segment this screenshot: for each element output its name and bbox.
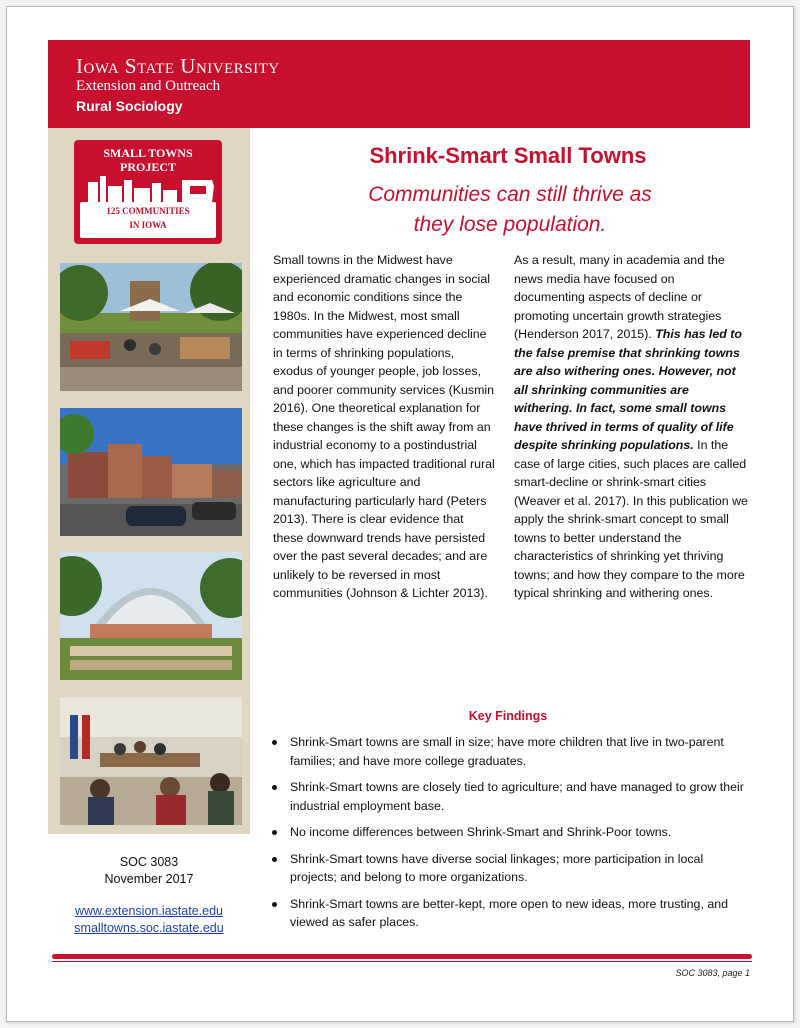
university-name: Iowa State University [76, 54, 280, 78]
publication-info [48, 854, 250, 888]
page-label: SOC 3083, page 1 [675, 968, 750, 978]
col2-emphasis: This has led to the false premise that shrinking towns are also withering ones. However, not all shrinking communities are withering. In fact, some small towns have thrived in terms of quality of life despite shrinking populations. [514, 327, 742, 452]
farmers-market-photo [60, 263, 242, 391]
col2-text-b: In the case of large cities, such places are called smart-decline or shrink-smart cities (Weaver et al. 2017). In this publication we apply the shrink-smart concept to small towns to better understand the characteristics of shrinking yet thriving towns; and how they compare to the more typical shrinking and withering ones. [514, 438, 748, 600]
small-towns-project-logo [74, 140, 222, 244]
community-meeting-photo [60, 697, 242, 825]
col2-text-a: As a result, many in academia and the news media have focused on documenting aspects of decline or promoting uncertain growth strategies (Henderson 2017, 2015). [514, 253, 725, 341]
footer-rule [52, 954, 752, 959]
logo-line-1: SMALL TOWNS [103, 146, 193, 160]
department-name: Rural Sociology [76, 98, 183, 114]
bandshell-photo [60, 552, 242, 680]
footer-rule-thin [52, 961, 752, 962]
logo-line-3: 125 COMMUNITIES [106, 206, 190, 216]
bullet-icon [272, 830, 277, 835]
publication-date: November 2017 [104, 872, 194, 886]
body-column-1: Small towns in the Midwest have experienced dramatic changes in social and economic conditions since the 1980s. In the Midwest, most small communities have experienced decline in terms of shrinking populations, exodus of younger people, job losses, and poorer community services (Kusmin 2016). One theoretical explanation for these changes is the shift away from an industrial economy to a postindustrial one, which has impacted traditional rural sectors like agriculture and manufacturing particularly hard (Peters 2013). There is clear evidence that these downward trends have persisted over the past several decades; and are unlikely to be reversed in most communities (Johnson & Lichter 2013). [273, 253, 495, 600]
key-finding-item: Shrink-Smart towns are small in size; have more children that live in two-parent families; and have more college graduates. [268, 733, 750, 770]
publication-code: SOC 3083 [119, 855, 179, 869]
smalltowns-link[interactable]: smalltowns.soc.iastate.edu [74, 921, 224, 935]
subtitle-line-2: they lose population. [413, 213, 607, 236]
extension-link[interactable]: www.extension.iastate.edu [74, 904, 223, 918]
subtitle-line-1: Communities can still thrive as [368, 183, 652, 206]
key-findings-title: Key Findings [468, 709, 548, 723]
bullet-icon [272, 857, 277, 862]
bullet-icon [272, 785, 277, 790]
document-title: Shrink-Smart Small Towns [369, 143, 647, 168]
town-skyline-icon [74, 172, 222, 204]
unit-name: Extension and Outreach [76, 78, 221, 94]
main-street-photo [60, 408, 242, 536]
key-findings-list [268, 733, 750, 940]
bullet-icon [272, 740, 277, 745]
key-finding-item: Shrink-Smart towns are better-kept, more open to new ideas, more trusting, and viewed as safer places. [268, 895, 750, 932]
logo-line-4: IN IOWA [129, 220, 167, 230]
sidebar-links [48, 903, 250, 937]
bullet-icon [272, 902, 277, 907]
key-finding-item: Shrink-Smart towns have diverse social linkages; more participation in local projects; and belong to more organizations. [268, 850, 750, 887]
document-subtitle [300, 180, 720, 240]
key-finding-item: Shrink-Smart towns are closely tied to agriculture; and have managed to grow their industrial employment base. [268, 778, 750, 815]
body-column-2 [514, 251, 748, 603]
logo-line-2: PROJECT [119, 160, 176, 174]
header-banner [48, 40, 750, 128]
sidebar [48, 128, 250, 950]
key-finding-item: No income differences between Shrink-Smart and Shrink-Poor towns. [268, 823, 750, 842]
